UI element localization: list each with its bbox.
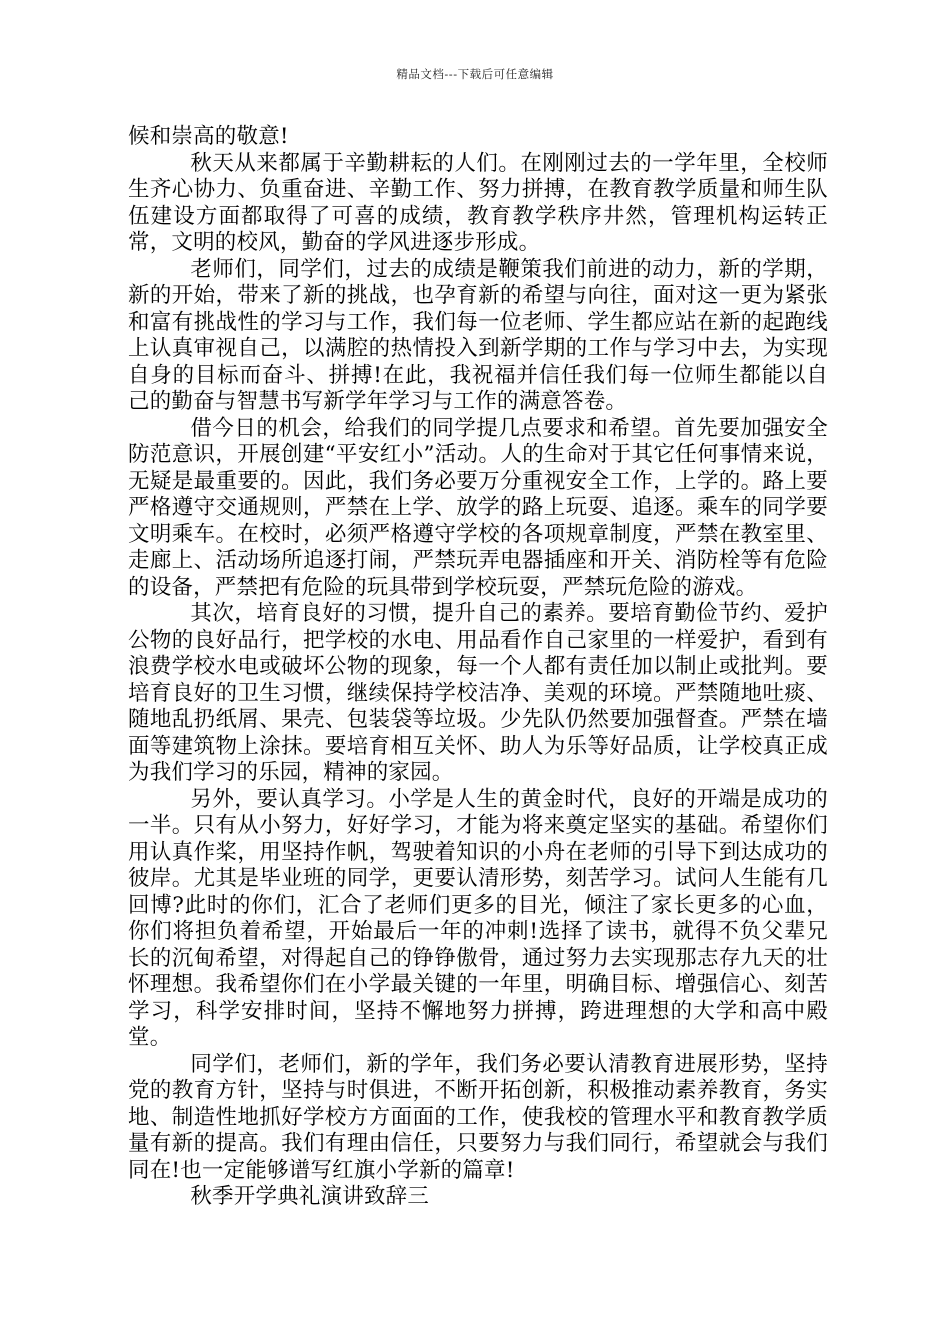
paragraph: 同学们，老师们，新的学年，我们务必要认清教育进展形势，坚持党的教育方针，坚持与时俱进，不断开拓创新，积极推动素养教育，务实地、制造性地抓好学校方方面面的工作，使我校的管理水平和教育教学质量有新的提高。我们有理由信任，只要努力与我们同行，希望就会与我们同在!也一定能够谱写红旗小学新的篇章! <box>128 1051 828 1183</box>
paragraph: 另外，要认真学习。小学是人生的黄金时代，良好的开端是成功的一半。只有从小努力，好好学习，才能为将来奠定坚实的基础。希望你们用认真作桨，用坚持作帆，驾驶着知识的小舟在老师的引导下到达成功的彼岸。尤其是毕业班的同学，更要认清形势，刻苦学习。试问人生能有几回博?此时的你们，汇合了老师们更多的目光，倾注了家长更多的心血，你们将担负着希望，开始最后一年的冲刺!选择了读书，就得不负父辈兄长的沉甸希望，对得起自己的铮铮傲骨，通过努力去实现那志存九天的壮怀理想。我希望你们在小学最关键的一年里，明确目标、增强信心、刻苦学习，科学安排时间，坚持不懈地努力拼搏，跨进理想的大学和高中殿堂。 <box>128 786 828 1050</box>
document-body <box>128 124 828 1211</box>
paragraph: 借今日的机会，给我们的同学提几点要求和希望。首先要加强安全防范意识，开展创建“平安红小”活动。人的生命对于其它任何事情来说，无疑是最重要的。因此，我们务必要万分重视安全工作，上学的。路上要严格遵守交通规则，严禁在上学、放学的路上玩耍、追逐。乘车的同学要文明乘车。在校时，必须严格遵守学校的各项规章制度，严禁在教室里、走廊上、活动场所追逐打闹，严禁玩弄电器插座和开关、消防栓等有危险的设备，严禁把有危险的玩具带到学校玩耍，严禁玩危险的游戏。 <box>128 415 828 600</box>
paragraph-continuation: 候和崇高的敬意! <box>128 124 289 149</box>
paragraph: 秋天从来都属于辛勤耕耘的人们。在刚刚过去的一学年里，全校师生齐心协力、负重奋进、辛勤工作、努力拼搏，在教育教学质量和师生队伍建设方面都取得了可喜的成绩，教育教学秩序井然，管理机构运转正常，文明的校风，勤奋的学风进逐步形成。 <box>128 150 828 255</box>
paragraph: 老师们，同学们，过去的成绩是鞭策我们前进的动力，新的学期，新的开始，带来了新的挑战，也孕育新的希望与向往，面对这一更为紧张和富有挑战性的学习与工作，我们每一位老师、学生都应站在新的起跑线上认真审视自己，以满腔的热情投入到新学期的工作与学习中去，为实现自身的目标而奋斗、拼搏!在此，我祝福并信任我们每一位师生都能以自己的勤奋与智慧书写新学年学习与工作的满意答卷。 <box>128 256 828 414</box>
paragraph: 其次，培育良好的习惯，提升自己的素养。要培育勤俭节约、爱护公物的良好品行，把学校的水电、用品看作自己家里的一样爱护，看到有浪费学校水电或破坏公物的现象，每一个人都有责任加以制止或批判。要培育良好的卫生习惯，继续保持学校洁净、美观的环境。严禁随地吐痰、随地乱扔纸屑、果壳、包装袋等垃圾。少先队仍然要加强督查。严禁在墙面等建筑物上涂抹。要培育相互关怀、助人为乐等好品质，让学校真正成为我们学习的乐园，精神的家园。 <box>128 601 828 785</box>
page-header: 精品文档---下载后可任意编辑 <box>396 67 554 81</box>
section-title: 秋季开学典礼演讲致辞三 <box>190 1184 430 1209</box>
